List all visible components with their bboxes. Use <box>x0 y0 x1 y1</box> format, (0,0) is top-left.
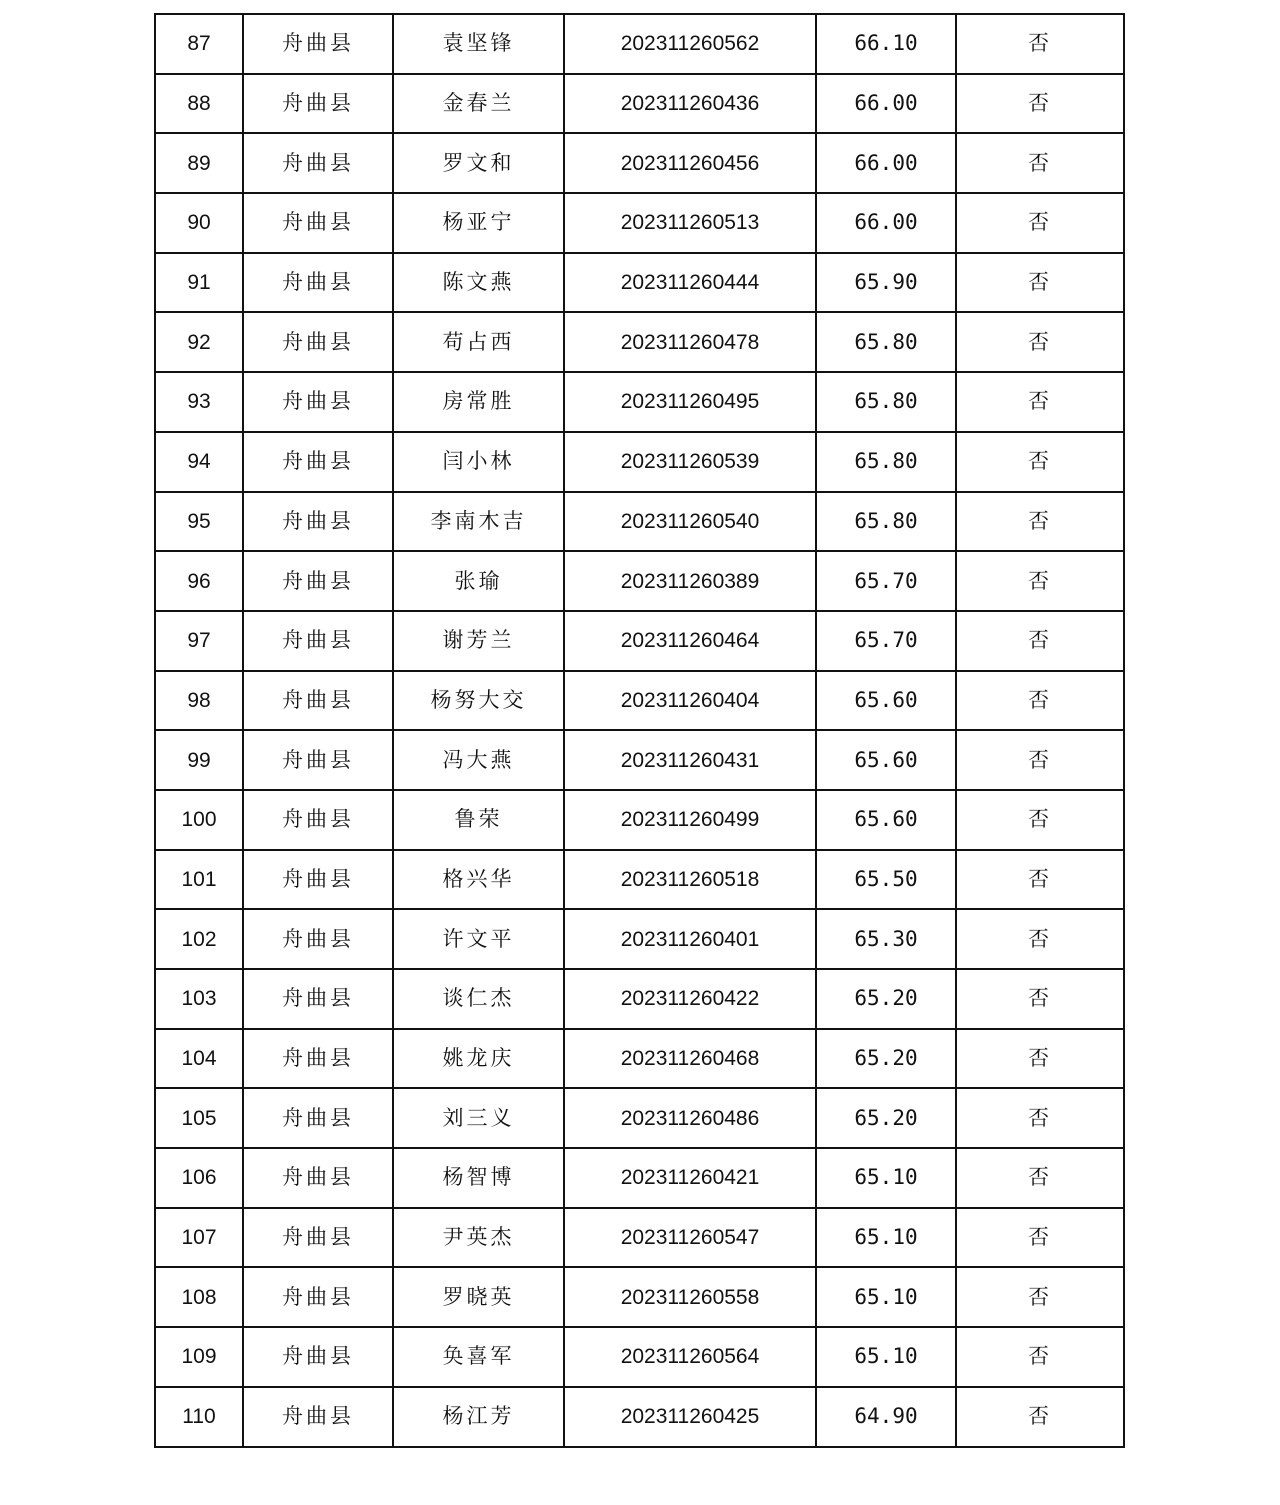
county-cell: 舟曲县 <box>243 74 393 134</box>
status-cell: 否 <box>956 1327 1124 1387</box>
exam-id-cell: 202311260456 <box>564 133 816 193</box>
exam-id-cell: 202311260478 <box>564 312 816 372</box>
candidate-name-cell: 苟占西 <box>393 312 564 372</box>
row-number-cell: 90 <box>155 193 243 253</box>
status-cell: 否 <box>956 253 1124 313</box>
row-number-cell: 96 <box>155 551 243 611</box>
table-row <box>155 730 1124 790</box>
table-row <box>155 1029 1124 1089</box>
candidate-name-cell: 杨努大交 <box>393 671 564 731</box>
table-row <box>155 909 1124 969</box>
score-cell: 65.90 <box>816 253 956 313</box>
score-cell: 65.20 <box>816 1029 956 1089</box>
candidate-name-cell: 鲁荣 <box>393 790 564 850</box>
table-row <box>155 74 1124 134</box>
table-row <box>155 193 1124 253</box>
table-row <box>155 850 1124 910</box>
exam-id-cell: 202311260425 <box>564 1387 816 1447</box>
county-cell: 舟曲县 <box>243 312 393 372</box>
status-cell: 否 <box>956 1029 1124 1089</box>
exam-id-cell: 202311260404 <box>564 671 816 731</box>
score-cell: 66.00 <box>816 133 956 193</box>
status-cell: 否 <box>956 312 1124 372</box>
exam-id-cell: 202311260421 <box>564 1148 816 1208</box>
table-row <box>155 790 1124 850</box>
table-row <box>155 1267 1124 1327</box>
exam-id-cell: 202311260422 <box>564 969 816 1029</box>
status-cell: 否 <box>956 1387 1124 1447</box>
candidate-name-cell: 杨智博 <box>393 1148 564 1208</box>
score-cell: 65.10 <box>816 1327 956 1387</box>
candidate-name-cell: 袁坚锋 <box>393 14 564 74</box>
table-row <box>155 432 1124 492</box>
status-cell: 否 <box>956 969 1124 1029</box>
county-cell: 舟曲县 <box>243 1148 393 1208</box>
status-cell: 否 <box>956 1088 1124 1148</box>
county-cell: 舟曲县 <box>243 1088 393 1148</box>
row-number-cell: 102 <box>155 909 243 969</box>
score-cell: 65.60 <box>816 790 956 850</box>
candidate-name-cell: 金春兰 <box>393 74 564 134</box>
status-cell: 否 <box>956 193 1124 253</box>
row-number-cell: 101 <box>155 850 243 910</box>
row-number-cell: 106 <box>155 1148 243 1208</box>
candidate-name-cell: 谢芳兰 <box>393 611 564 671</box>
results-sheet <box>154 13 1123 1448</box>
table-row <box>155 1088 1124 1148</box>
status-cell: 否 <box>956 611 1124 671</box>
score-cell: 65.20 <box>816 969 956 1029</box>
status-cell: 否 <box>956 432 1124 492</box>
county-cell: 舟曲县 <box>243 611 393 671</box>
county-cell: 舟曲县 <box>243 790 393 850</box>
score-cell: 66.10 <box>816 14 956 74</box>
exam-id-cell: 202311260495 <box>564 372 816 432</box>
score-cell: 65.60 <box>816 730 956 790</box>
county-cell: 舟曲县 <box>243 133 393 193</box>
exam-id-cell: 202311260539 <box>564 432 816 492</box>
table-row <box>155 671 1124 731</box>
table-row <box>155 14 1124 74</box>
table-row <box>155 372 1124 432</box>
score-cell: 65.30 <box>816 909 956 969</box>
table-row <box>155 551 1124 611</box>
status-cell: 否 <box>956 730 1124 790</box>
score-cell: 65.10 <box>816 1267 956 1327</box>
exam-id-cell: 202311260444 <box>564 253 816 313</box>
row-number-cell: 87 <box>155 14 243 74</box>
status-cell: 否 <box>956 1148 1124 1208</box>
exam-id-cell: 202311260499 <box>564 790 816 850</box>
table-row <box>155 312 1124 372</box>
score-cell: 66.00 <box>816 193 956 253</box>
county-cell: 舟曲县 <box>243 1387 393 1447</box>
status-cell: 否 <box>956 372 1124 432</box>
county-cell: 舟曲县 <box>243 432 393 492</box>
status-cell: 否 <box>956 133 1124 193</box>
table-row <box>155 1208 1124 1268</box>
exam-id-cell: 202311260518 <box>564 850 816 910</box>
status-cell: 否 <box>956 14 1124 74</box>
score-cell: 65.80 <box>816 432 956 492</box>
table-row <box>155 1327 1124 1387</box>
county-cell: 舟曲县 <box>243 1267 393 1327</box>
exam-id-cell: 202311260562 <box>564 14 816 74</box>
candidate-name-cell: 杨江芳 <box>393 1387 564 1447</box>
candidate-name-cell: 格兴华 <box>393 850 564 910</box>
exam-id-cell: 202311260486 <box>564 1088 816 1148</box>
county-cell: 舟曲县 <box>243 850 393 910</box>
county-cell: 舟曲县 <box>243 14 393 74</box>
candidate-name-cell: 奂喜军 <box>393 1327 564 1387</box>
table-row <box>155 133 1124 193</box>
exam-id-cell: 202311260547 <box>564 1208 816 1268</box>
exam-id-cell: 202311260513 <box>564 193 816 253</box>
row-number-cell: 108 <box>155 1267 243 1327</box>
row-number-cell: 103 <box>155 969 243 1029</box>
score-cell: 65.70 <box>816 551 956 611</box>
exam-id-cell: 202311260468 <box>564 1029 816 1089</box>
candidate-name-cell: 闫小林 <box>393 432 564 492</box>
candidate-name-cell: 张瑜 <box>393 551 564 611</box>
row-number-cell: 94 <box>155 432 243 492</box>
candidate-name-cell: 房常胜 <box>393 372 564 432</box>
county-cell: 舟曲县 <box>243 1327 393 1387</box>
row-number-cell: 99 <box>155 730 243 790</box>
status-cell: 否 <box>956 1267 1124 1327</box>
row-number-cell: 100 <box>155 790 243 850</box>
table-row <box>155 969 1124 1029</box>
candidate-name-cell: 李南木吉 <box>393 492 564 552</box>
county-cell: 舟曲县 <box>243 253 393 313</box>
exam-id-cell: 202311260564 <box>564 1327 816 1387</box>
row-number-cell: 110 <box>155 1387 243 1447</box>
status-cell: 否 <box>956 551 1124 611</box>
table-row <box>155 611 1124 671</box>
row-number-cell: 105 <box>155 1088 243 1148</box>
table-row <box>155 1148 1124 1208</box>
results-table-body <box>155 14 1124 1447</box>
score-cell: 65.50 <box>816 850 956 910</box>
score-cell: 65.10 <box>816 1208 956 1268</box>
results-table <box>154 13 1125 1448</box>
exam-id-cell: 202311260401 <box>564 909 816 969</box>
row-number-cell: 104 <box>155 1029 243 1089</box>
exam-id-cell: 202311260540 <box>564 492 816 552</box>
score-cell: 64.90 <box>816 1387 956 1447</box>
county-cell: 舟曲县 <box>243 730 393 790</box>
score-cell: 65.80 <box>816 312 956 372</box>
score-cell: 65.20 <box>816 1088 956 1148</box>
row-number-cell: 88 <box>155 74 243 134</box>
row-number-cell: 91 <box>155 253 243 313</box>
table-row <box>155 492 1124 552</box>
candidate-name-cell: 陈文燕 <box>393 253 564 313</box>
exam-id-cell: 202311260389 <box>564 551 816 611</box>
candidate-name-cell: 姚龙庆 <box>393 1029 564 1089</box>
status-cell: 否 <box>956 492 1124 552</box>
score-cell: 65.80 <box>816 372 956 432</box>
county-cell: 舟曲县 <box>243 969 393 1029</box>
status-cell: 否 <box>956 1208 1124 1268</box>
row-number-cell: 92 <box>155 312 243 372</box>
exam-id-cell: 202311260436 <box>564 74 816 134</box>
candidate-name-cell: 罗晓英 <box>393 1267 564 1327</box>
table-row <box>155 1387 1124 1447</box>
exam-id-cell: 202311260464 <box>564 611 816 671</box>
county-cell: 舟曲县 <box>243 1208 393 1268</box>
row-number-cell: 107 <box>155 1208 243 1268</box>
candidate-name-cell: 罗文和 <box>393 133 564 193</box>
score-cell: 66.00 <box>816 74 956 134</box>
candidate-name-cell: 许文平 <box>393 909 564 969</box>
candidate-name-cell: 谈仁杰 <box>393 969 564 1029</box>
score-cell: 65.60 <box>816 671 956 731</box>
score-cell: 65.80 <box>816 492 956 552</box>
row-number-cell: 89 <box>155 133 243 193</box>
status-cell: 否 <box>956 850 1124 910</box>
candidate-name-cell: 杨亚宁 <box>393 193 564 253</box>
county-cell: 舟曲县 <box>243 1029 393 1089</box>
county-cell: 舟曲县 <box>243 671 393 731</box>
row-number-cell: 95 <box>155 492 243 552</box>
candidate-name-cell: 尹英杰 <box>393 1208 564 1268</box>
score-cell: 65.70 <box>816 611 956 671</box>
row-number-cell: 109 <box>155 1327 243 1387</box>
exam-id-cell: 202311260431 <box>564 730 816 790</box>
county-cell: 舟曲县 <box>243 909 393 969</box>
county-cell: 舟曲县 <box>243 551 393 611</box>
row-number-cell: 97 <box>155 611 243 671</box>
candidate-name-cell: 刘三义 <box>393 1088 564 1148</box>
exam-id-cell: 202311260558 <box>564 1267 816 1327</box>
status-cell: 否 <box>956 790 1124 850</box>
row-number-cell: 98 <box>155 671 243 731</box>
status-cell: 否 <box>956 74 1124 134</box>
county-cell: 舟曲县 <box>243 492 393 552</box>
status-cell: 否 <box>956 909 1124 969</box>
county-cell: 舟曲县 <box>243 372 393 432</box>
row-number-cell: 93 <box>155 372 243 432</box>
status-cell: 否 <box>956 671 1124 731</box>
table-row <box>155 253 1124 313</box>
county-cell: 舟曲县 <box>243 193 393 253</box>
score-cell: 65.10 <box>816 1148 956 1208</box>
candidate-name-cell: 冯大燕 <box>393 730 564 790</box>
